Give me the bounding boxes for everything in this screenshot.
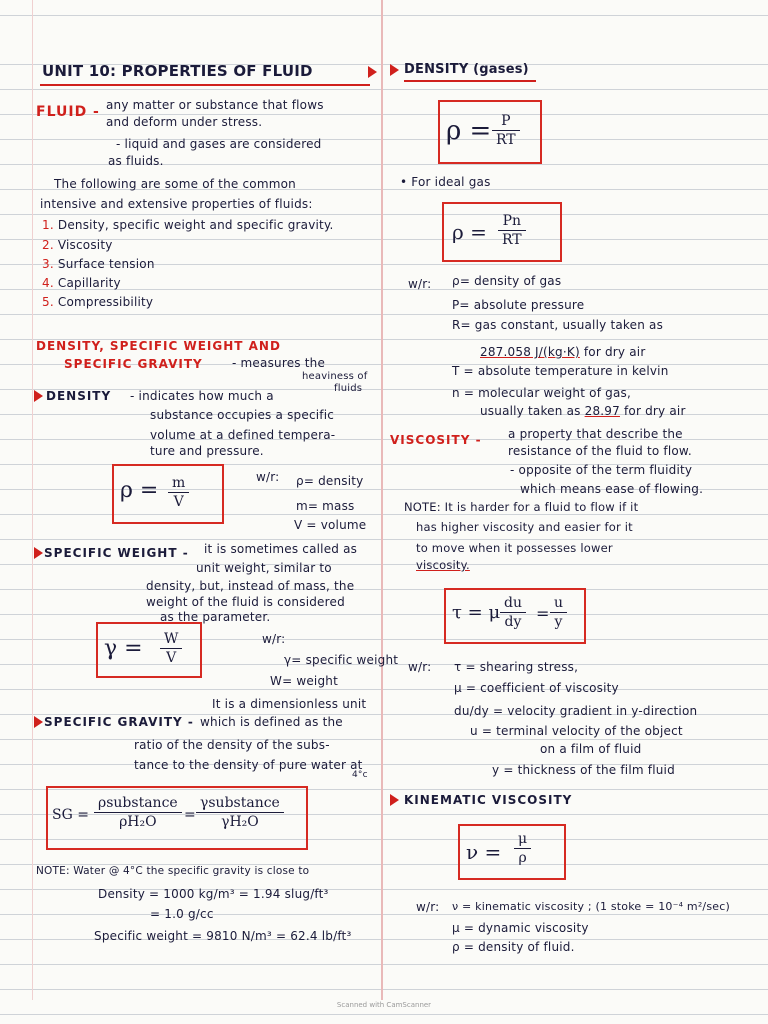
formula-lhs: ρ = [446,116,492,146]
variable-definition: ρ= density of gas [452,274,562,288]
formula-fraction: W V [160,630,182,667]
fluid-definition-line: any matter or substance that flows [106,98,324,112]
viscosity-note: NOTE: It is harder for a fluid to flow if it [404,500,639,514]
sw-definition: unit weight, similar to [196,561,332,575]
sw-definition: density, but, instead of mass, the [146,579,355,593]
column-divider [381,0,383,1000]
where-label: w/r: [262,632,286,646]
variable-definition: ρ = density of fluid. [452,940,575,954]
ideal-gas-bullet: • For ideal gas [400,175,491,189]
formula-lhs: SG = [52,807,89,823]
list-item: 5. Compressibility [42,295,154,309]
variable-definition: on a film of fluid [540,742,642,756]
sg-definition: tance to the density of pure water at [134,758,363,772]
formula-fraction: γsubstance γH₂O [196,794,284,831]
intro-line: The following are some of the common [54,177,296,191]
variable-definition: n = molecular weight of gas, [452,386,631,400]
formula-fraction: P RT [492,112,520,149]
variable-definition: ρ= density [296,474,364,488]
formula-fraction: Pn RT [498,212,526,249]
bullet-arrow-icon [368,66,377,78]
viscosity-note: to move when it possesses lower [416,541,613,555]
density-definition: substance occupies a specific [150,408,335,422]
where-label: w/r: [416,900,440,914]
water-note: = 1.0 g/cc [150,907,214,921]
heading-underline [404,80,536,82]
viscosity-note: viscosity. [416,558,470,572]
variable-definition: γ= specific weight [284,653,399,667]
water-note: Specific weight = 9810 N/m³ = 62.4 lb/ft³ [94,929,352,943]
bullet-arrow-icon [390,64,399,76]
section-heading: DENSITY, SPECIFIC WEIGHT AND [36,339,281,353]
fluid-note-line: - liquid and gases are considered [116,137,322,151]
formula-fraction: u y [550,594,567,631]
density-definition: volume at a defined tempera- [150,428,336,442]
fluid-note-line: as fluids. [108,154,164,168]
formula-fraction: m V [168,474,189,511]
variable-definition: V = volume [294,518,367,532]
viscosity-definition: resistance of the fluid to flow. [508,444,692,458]
density-label: DENSITY [46,389,112,403]
list-item: 1. Density, specific weight and specific gravity. [42,218,334,232]
intro-line: intensive and extensive properties of fluids: [40,197,313,211]
formula-lhs: γ = [104,636,143,661]
variable-definition: μ = coefficient of viscosity [454,681,619,695]
viscosity-definition: a property that describe the [508,427,683,441]
section-subtext: fluids [334,383,363,394]
formula-lhs: ρ = [452,220,487,244]
sg-note: It is a dimensionless unit [212,697,367,711]
variable-definition: ν = kinematic viscosity ; (1 stoke = 10⁻⁴ m²/sec) [452,900,730,913]
formula-equals: = [536,604,550,623]
sw-definition: weight of the fluid is considered [146,595,345,609]
section-subtext: heaviness of [302,371,368,382]
where-label: w/r: [256,470,280,484]
variable-definition: R= gas constant, usually taken as [452,318,664,332]
formula-fraction: ρsubstance ρH₂O [94,794,182,831]
formula-fraction: μ ρ [514,830,531,867]
formula-lhs: ρ = [120,478,159,503]
formula-lhs: τ = μ [452,602,501,623]
formula-equals: = [184,807,196,823]
kinematic-viscosity-heading: KINEMATIC VISCOSITY [404,793,573,807]
density-definition: - indicates how much a [130,389,274,403]
bullet-arrow-icon [34,390,43,402]
viscosity-label: VISCOSITY - [390,433,482,447]
where-label: w/r: [408,277,432,291]
scanner-footer: Scanned with CamScanner [336,1001,432,1009]
variable-definition: y = thickness of the film fluid [492,763,675,777]
variable-definition: τ = shearing stress, [454,660,579,674]
density-definition: ture and pressure. [150,444,264,458]
sg-definition: 4°c [352,770,368,780]
water-note: Density = 1000 kg/m³ = 1.94 slug/ft³ [98,887,329,901]
water-note: NOTE: Water @ 4°C the specific gravity is close to [36,865,310,877]
fluid-definition-line: and deform under stress. [106,115,263,129]
viscosity-note: has higher viscosity and easier for it [416,520,633,534]
density-gases-heading: DENSITY (gases) [404,62,529,77]
bullet-arrow-icon [34,716,43,728]
variable-definition: 287.058 J/(kg·K) for dry air [480,345,646,359]
formula-fraction: du dy [500,594,526,631]
section-heading: SPECIFIC GRAVITY [64,357,203,371]
specific-gravity-label: SPECIFIC GRAVITY - [44,715,194,729]
variable-definition: P= absolute pressure [452,298,585,312]
where-label: w/r: [408,660,432,674]
formula-lhs: ν = [466,840,502,864]
viscosity-definition: which means ease of flowing. [520,482,704,496]
list-item: 2. Viscosity [42,238,113,252]
left-margin-line [32,0,33,1000]
variable-definition: usually taken as 28.97 for dry air [480,404,686,418]
bullet-arrow-icon [390,794,399,806]
variable-definition: m= mass [296,499,355,513]
title-underline [40,84,370,86]
sw-definition: it is sometimes called as [204,542,358,556]
variable-definition: W= weight [270,674,338,688]
variable-definition: T = absolute temperature in kelvin [452,364,669,378]
specific-weight-label: SPECIFIC WEIGHT - [44,546,189,560]
viscosity-definition: - opposite of the term fluidity [510,463,693,477]
fluid-label: FLUID - [36,104,100,120]
variable-definition: u = terminal velocity of the object [470,724,683,738]
sg-definition: which is defined as the [200,715,343,729]
variable-definition: du/dy = velocity gradient in y-direction [454,704,698,718]
sg-definition: ratio of the density of the subs- [134,738,330,752]
list-item: 4. Capillarity [42,276,121,290]
sw-definition: as the parameter. [160,610,271,624]
list-item: 3. Surface tension [42,257,155,271]
section-subtext: - measures the [232,356,326,370]
bullet-arrow-icon [34,547,43,559]
variable-definition: μ = dynamic viscosity [452,921,589,935]
page-title: UNIT 10: PROPERTIES OF FLUID [42,62,313,80]
